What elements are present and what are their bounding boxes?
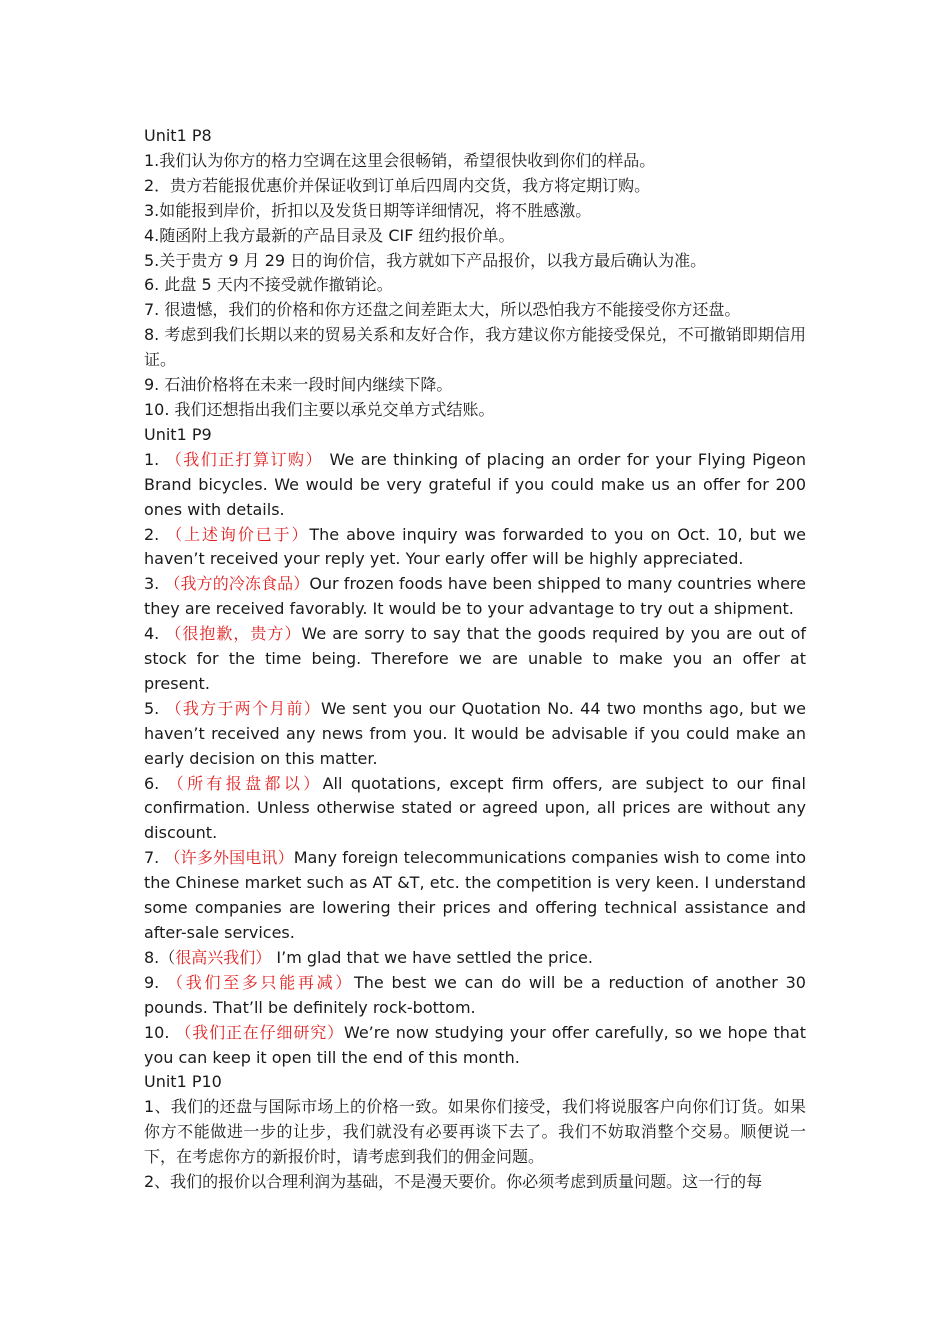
- english-sentence: All quotations, except firm offers, are subject to our final confirmation. Unless otherwise stated or agreed upon, all prices are without any discount.: [144, 773, 807, 843]
- chinese-hint: （我方于两个月前）: [165, 698, 321, 718]
- item-number: 3.: [144, 574, 165, 594]
- english-sentence: We’re now studying your offer carefully, so we hope that you can keep it open till the end of this month.: [144, 1022, 806, 1067]
- chinese-hint: （很抱歉，贵方）: [165, 624, 302, 644]
- chinese-hint: （我方的冷冻食品）: [164, 574, 310, 594]
- p10-item-1: 1、我们的还盘与国际市场上的价格一致。如果你们接受，我们将说服客户向你们订货。如果你方不能做进一步的让步，我们就没有必要再谈下去了。我们不妨取消整个交易。顺便说一下，在考虑你方的新报价时，请考虑到我们的佣金问题。: [144, 1097, 806, 1167]
- item-number: 5.: [144, 698, 166, 718]
- p8-item-10: 10. 我们还想指出我们主要以承兑交单方式结账。: [144, 399, 495, 419]
- section-heading-p9: Unit1 P9: [144, 424, 212, 444]
- english-sentence: We are thinking of placing an order for your Flying Pigeon Brand bicycles. We would be very grateful if you could make us an offer for 200 ones with details.: [144, 449, 806, 519]
- p9-item-2: [144, 523, 806, 573]
- chinese-hint: （上述询价已于）: [166, 524, 310, 544]
- p8-item-6: 6. 此盘 5 天内不接受就作撤销论。: [144, 275, 393, 295]
- english-sentence: I’m glad that we have settled the price.: [271, 947, 593, 967]
- p8-item-7: 7. 很遗憾，我们的价格和你方还盘之间差距太大，所以恐怕我方不能接受你方还盘。: [144, 300, 741, 320]
- english-sentence: Our frozen foods have been shipped to many countries where they are received favorably. It would be to your advantage to try out a shipment.: [144, 574, 806, 619]
- p8-item-1: 1.我们认为你方的格力空调在这里会很畅销，希望很快收到你们的样品。: [144, 150, 656, 170]
- item-number: 1.: [144, 449, 166, 469]
- chinese-hint: （所有报盘都以）: [167, 773, 323, 793]
- chinese-hint: （我们至多只能再减）: [167, 972, 355, 992]
- p9-item-8: [144, 946, 806, 971]
- p9-item-7: [144, 846, 806, 946]
- p8-item-9: 9. 石油价格将在未来一段时间内继续下降。: [144, 375, 453, 395]
- item-number: 6.: [144, 773, 168, 793]
- p9-item-9: [144, 971, 806, 1021]
- p8-item-8: 8. 考虑到我们长期以来的贸易关系和友好合作，我方建议你方能接受保兑，不可撤销即期信用证。: [144, 325, 806, 370]
- chinese-hint: 很高兴我们）: [175, 947, 272, 967]
- p9-item-1: [144, 448, 806, 523]
- p8-item-5: 5.关于贵方 9 月 29 日的询价信，我方就如下产品报价，以我方最后确认为准。: [144, 250, 707, 270]
- english-sentence: We sent you our Quotation No. 44 two months ago, but we haven’t received any news from you. It would be advisable if you could make an early decision on this matter.: [144, 698, 806, 768]
- english-sentence: We are sorry to say that the goods required by you are out of stock for the time being. Therefore we are unable to make you an offer at present.: [144, 624, 806, 693]
- section-heading-p8: Unit1 P8: [144, 126, 212, 145]
- section-heading-p10: Unit1 P10: [144, 1072, 222, 1092]
- item-number: 2.: [144, 524, 167, 544]
- english-sentence: Many foreign telecommunications companies wish to come into the Chinese market such as AT &T, etc. the competition is very keen. I understand some companies are lowering their prices and offering technical assistance and after-sale services.: [144, 848, 806, 942]
- english-sentence: The above inquiry was forwarded to you on Oct. 10, but we haven’t received your reply yet. Your early offer will be highly appreciated.: [144, 524, 806, 569]
- document-page: [144, 124, 806, 1195]
- p8-item-3: 3.如能报到岸价，折扣以及发货日期等详细情况，将不胜感激。: [144, 200, 592, 220]
- p9-item-10: [144, 1021, 806, 1071]
- item-number: 10.: [144, 1022, 176, 1042]
- item-number: 4.: [144, 624, 166, 644]
- p9-item-5: [144, 697, 806, 772]
- chinese-hint: （我们正在仔细研究）: [175, 1022, 344, 1042]
- p10-item-2: 2、我们的报价以合理利润为基础，不是漫天要价。你必须考虑到质量问题。这一行的每: [144, 1172, 763, 1192]
- p9-item-4: [144, 622, 806, 697]
- item-number: 9.: [144, 972, 168, 992]
- english-sentence: The best we can do will be a reduction of another 30 pounds. That’ll be definitely rock-bottom.: [144, 972, 806, 1017]
- p8-item-4: 4.随函附上我方最新的产品目录及 CIF 纽约报价单。: [144, 225, 515, 245]
- item-number: 8.（: [144, 947, 176, 967]
- p9-item-6: [144, 772, 806, 847]
- chinese-hint: （我们正打算订购）: [165, 449, 323, 469]
- item-number: 7.: [144, 848, 165, 868]
- chinese-hint: （许多外国电讯）: [164, 848, 294, 868]
- p9-item-3: [144, 572, 806, 622]
- p8-item-2: 2．贵方若能报优惠价并保证收到订单后四周内交货，我方将定期订购。: [144, 175, 651, 195]
